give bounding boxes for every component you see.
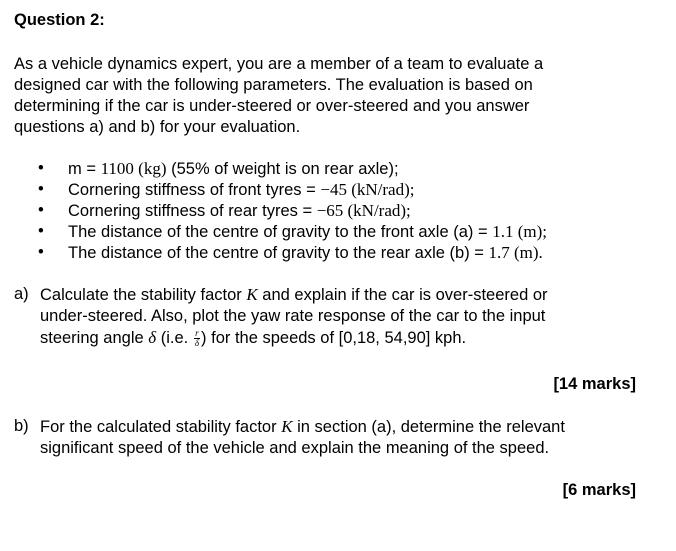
intro-line: determining if the car is under-steered or over-steered and you answer (14, 97, 530, 115)
parameter-list (38, 158, 547, 263)
part-a-line3-post: ) for the speeds of [0,18, 54,90] kph. (201, 329, 467, 347)
part-a-line3-mid: (i.e. (156, 329, 193, 347)
part-a-letter: a) (14, 285, 29, 303)
intro-line: designed car with the following parameters. The evaluation is based on (14, 76, 533, 94)
stability-factor-symbol: K (281, 417, 293, 436)
front-stiffness-value: −45 (kN/rad); (320, 180, 415, 199)
rear-distance-value: 1.7 (m). (488, 243, 543, 262)
part-a-line1-post: and explain if the car is over-steered or (257, 286, 548, 304)
part-a-line (40, 327, 548, 349)
param-mass (38, 158, 547, 179)
part-b-line1-pre: For the calculated stability factor (40, 418, 282, 436)
part-a-line1-pre: Calculate the stability factor (40, 286, 247, 304)
part-a-line (40, 284, 548, 306)
part-b-marks: [6 marks] (562, 481, 636, 499)
rear-stiffness-value: −65 (kN/rad); (316, 201, 411, 220)
rear-distance-label: The distance of the centre of gravity to the rear axle (b) = (68, 244, 489, 262)
mass-value: 1100 (kg) (100, 159, 167, 178)
part-b-line (40, 416, 565, 438)
bullet-icon: • (38, 180, 44, 198)
param-rear-stiffness (38, 200, 547, 221)
bullet-icon: • (38, 201, 44, 219)
bullet-icon: • (38, 222, 44, 240)
part-b-line1-post: in section (a), determine the relevant (292, 418, 565, 436)
mass-label: m = (68, 160, 101, 178)
param-rear-distance (38, 242, 547, 263)
intro-line: questions a) and b) for your evaluation. (14, 118, 301, 136)
fraction-denominator: δ (194, 338, 200, 349)
part-a-marks: [14 marks] (553, 375, 636, 393)
rear-stiffness-label: Cornering stiffness of rear tyres = (68, 202, 317, 220)
part-b-letter: b) (14, 417, 29, 435)
fraction-numerator: r (195, 328, 199, 339)
param-front-stiffness (38, 179, 547, 200)
steering-angle-symbol: δ (148, 328, 157, 347)
front-distance-value: 1.1 (m); (492, 222, 547, 241)
param-front-distance (38, 221, 547, 242)
front-distance-label: The distance of the centre of gravity to the front axle (a) = (68, 223, 493, 241)
front-stiffness-label: Cornering stiffness of front tyres = (68, 181, 321, 199)
mass-note: (55% of weight is on rear axle); (166, 160, 399, 178)
question-title: Question 2: (14, 11, 105, 29)
stability-factor-symbol: K (246, 285, 258, 304)
part-a-text (40, 284, 548, 349)
part-b-text (40, 416, 565, 459)
part-a-line: under-steered. Also, plot the yaw rate response of the car to the input (40, 307, 546, 325)
intro-line: As a vehicle dynamics expert, you are a member of a team to evaluate a (14, 55, 544, 73)
bullet-icon: • (38, 159, 44, 177)
intro-paragraph (14, 54, 634, 138)
yaw-rate-fraction (194, 329, 200, 348)
bullet-icon: • (38, 243, 44, 261)
part-b-line: significant speed of the vehicle and explain the meaning of the speed. (40, 439, 550, 457)
part-a-line3-pre: steering angle (40, 329, 149, 347)
